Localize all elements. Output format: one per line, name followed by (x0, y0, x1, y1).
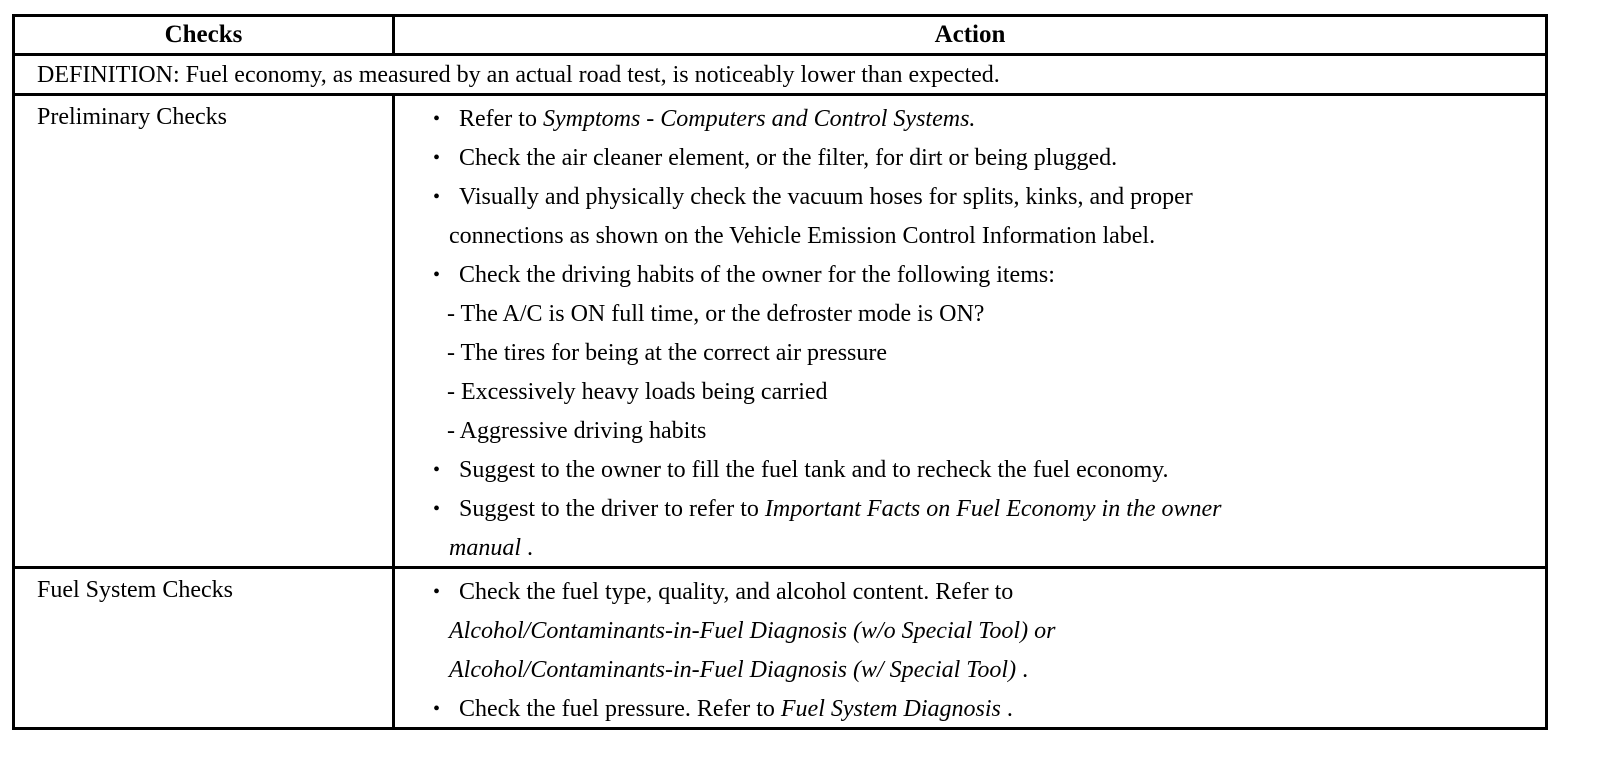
item-text: - Excessively heavy loads being carried (447, 379, 828, 405)
item-suffix: . (1000, 696, 1013, 722)
bullet-item (433, 256, 1537, 295)
item-text: - Aggressive driving habits (447, 418, 707, 444)
sub-item (433, 295, 1537, 334)
item-suffix: . (521, 535, 533, 561)
item-suffix: . (1016, 657, 1029, 683)
bullet-item (433, 690, 1537, 729)
sub-item (433, 373, 1537, 412)
bullet-icon: • (433, 108, 441, 130)
reference-link: Fuel System Diagnosis (780, 696, 1001, 722)
reference-link: manual (449, 535, 521, 561)
bullet-item (433, 573, 1537, 612)
bullet-icon: • (433, 186, 441, 208)
bullet-icon: • (433, 147, 441, 169)
bullet-icon: • (433, 581, 441, 603)
item-text: connections as shown on the Vehicle Emission Control Information label. (449, 223, 1156, 249)
bullet-item (433, 139, 1537, 178)
bullet-item (433, 451, 1537, 490)
bullet-icon: • (433, 459, 441, 481)
item-text: Check the driving habits of the owner for the following items: (459, 262, 1055, 288)
item-text: Refer to (459, 106, 543, 132)
reference-link: Symptoms - Computers and Control Systems. (542, 106, 976, 132)
diagnostic-table (12, 14, 1548, 730)
continuation-line (433, 651, 1537, 690)
bullet-icon: • (433, 498, 441, 520)
reference-link: Important Facts on Fuel Economy in the owner (764, 496, 1222, 522)
item-text: - The A/C is ON full time, or the defroster mode is ON? (447, 301, 985, 327)
action-cell (395, 569, 1545, 727)
check-name: Preliminary Checks (15, 96, 395, 566)
item-text: Check the fuel pressure. Refer to (459, 696, 781, 722)
item-text: - The tires for being at the correct air pressure (447, 340, 888, 366)
reference-link: Alcohol/Contaminants-in-Fuel Diagnosis (w/o Special Tool) or (449, 618, 1056, 644)
definition-text: DEFINITION: Fuel economy, as measured by an actual road test, is noticeably lower than expected. (37, 62, 1000, 88)
sub-item (433, 412, 1537, 451)
bullet-item (433, 490, 1537, 529)
item-text: Check the fuel type, quality, and alcohol content. Refer to (459, 579, 1014, 605)
continuation-line (433, 612, 1537, 651)
bullet-item (433, 100, 1537, 139)
action-cell (395, 96, 1545, 566)
sub-item (433, 334, 1537, 373)
bullet-icon: • (433, 698, 441, 720)
item-text: Check the air cleaner element, or the filter, for dirt or being plugged. (459, 145, 1118, 171)
continuation-line (433, 529, 1537, 568)
header-action: Action (934, 21, 1006, 48)
item-text: Visually and physically check the vacuum hoses for splits, kinks, and proper (459, 184, 1193, 210)
continuation-line (433, 217, 1537, 256)
item-text: Suggest to the owner to fill the fuel tank and to recheck the fuel economy. (459, 457, 1169, 483)
definition-row (15, 56, 1545, 96)
table-row (15, 96, 1545, 569)
bullet-icon: • (433, 264, 441, 286)
bullet-item (433, 178, 1537, 217)
reference-link: Alcohol/Contaminants-in-Fuel Diagnosis (w/ Special Tool) (449, 657, 1017, 683)
table-row (15, 569, 1545, 727)
item-text: Suggest to the driver to refer to (459, 496, 765, 522)
header-checks: Checks (15, 17, 395, 53)
table-header-row (15, 17, 1545, 56)
check-name: Fuel System Checks (15, 569, 395, 727)
